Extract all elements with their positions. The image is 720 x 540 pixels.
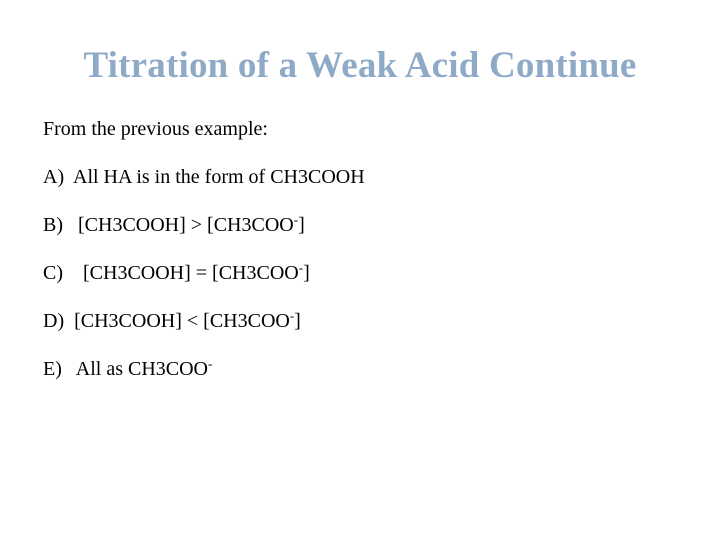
option-e-text: E) All as CH3COO xyxy=(43,358,208,380)
option-b xyxy=(43,214,683,237)
slide-title: Titration of a Weak Acid Continue xyxy=(83,45,637,86)
option-e xyxy=(43,358,683,381)
slide-body xyxy=(43,118,683,406)
option-e-superscript: - xyxy=(208,356,213,371)
option-c xyxy=(43,262,683,285)
option-b-text: B) [CH3COOH] > [CH3COO xyxy=(43,214,294,236)
option-a-text: A) All HA is in the form of CH3COOH xyxy=(43,166,365,188)
intro-text: From the previous example: xyxy=(43,118,268,140)
option-d-close: ] xyxy=(294,310,301,332)
option-c-superscript: - xyxy=(298,260,304,275)
option-d-superscript: - xyxy=(289,308,295,323)
option-d xyxy=(43,310,683,333)
option-b-superscript: - xyxy=(293,212,299,227)
option-c-text: C) [CH3COOH] = [CH3COO xyxy=(43,262,299,284)
option-a xyxy=(43,166,683,189)
option-b-close: ] xyxy=(298,214,305,236)
option-d-text: D) [CH3COOH] < [CH3COO xyxy=(43,310,290,332)
option-c-close: ] xyxy=(303,262,310,284)
